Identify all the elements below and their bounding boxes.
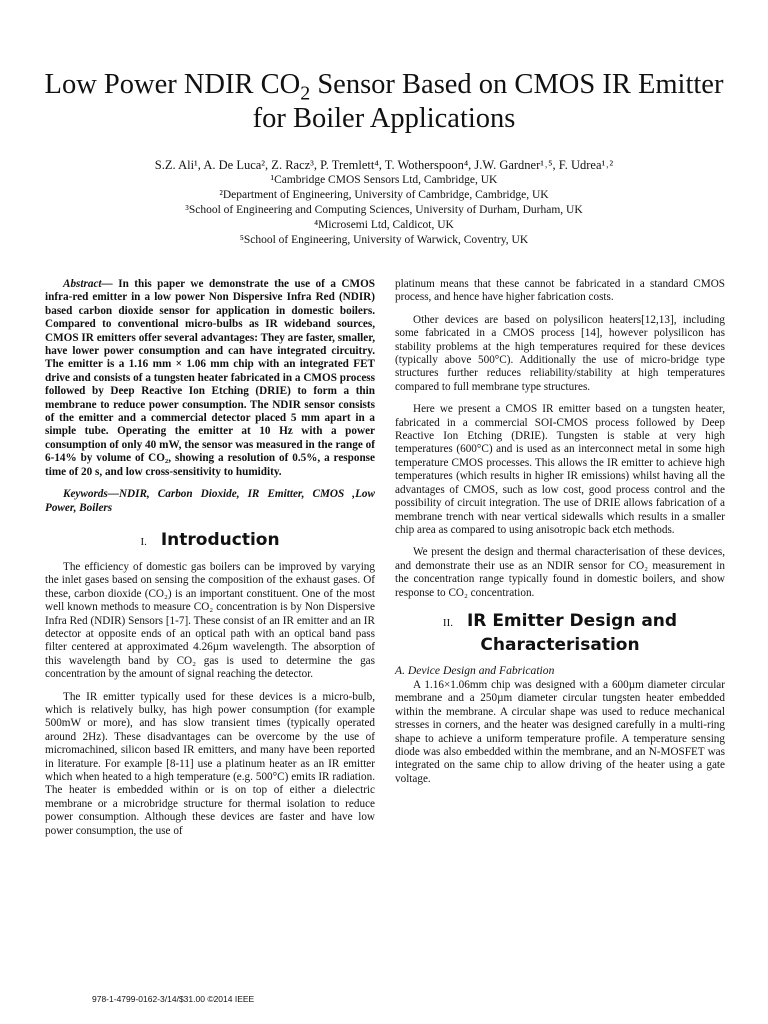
paragraph: We present the design and thermal characterisation of these devices, and demonstrate their use as an NDIR sensor for CO₂ measurement in the concentration range typically found in domestic boilers, and show response to CO₂ concentration. — [395, 546, 725, 599]
subsection-heading: A. Device Design and Fabrication — [395, 663, 555, 677]
abstract: Abstract— In this paper we demonstrate the use of a CMOS infra-red emitter in a low power Non Dispersive Infra Red (NDIR) based carbon dioxide sensor for application in domestic boilers. Compared to conventional micro-bulbs as IR wideband sources, CMOS IR emitters offer several advantages: They are faster, smaller, have lower power consumption and can have integrated circuitry. The emitter is a 1.16 mm × 1.06 mm chip with an integrated FET drive and consists of a tungsten heater fabricated in a CMOS process followed by Deep Reactive Ion Etching (DRIE) to form a thin membrane to reduce power consumption. The NDIR sensor consists of the emitter and a commercial detector placed 5 mm apart in a simple tube. Operating the emitter at 10 Hz with a power consumption of only 40 mW, the sensor was measured in the range of 6-14% by volume of CO₂, showing a resolution of 0.5%, a response time of 20 s, and low cross-sensitivity to humidity. — [45, 278, 375, 478]
affiliation: ⁴Microsemi Ltd, Caldicot, UK — [314, 219, 454, 231]
paper-title: Low Power NDIR $CO_2$ Sensor Based on CMOS IR Emitter for Boiler Applications — [44, 69, 724, 134]
keywords: Keywords—NDIR, Carbon Dioxide, IR Emitter, CMOS ,Low Power, Boilers — [45, 488, 375, 514]
author-list: S.Z. Ali¹, A. De Luca², Z. Racz³, P. Tremlett⁴, T. Wotherspoon⁴, J.W. Gardner¹˒⁵, F. Udrea¹˒² — [154, 158, 614, 172]
author-block — [40, 158, 728, 248]
affiliation: ²Department of Engineering, University of Cambridge, Cambridge, UK — [219, 189, 549, 201]
paragraph: Other devices are based on polysilicon heaters[12,13], including some fabricated in a CMOS process [14], however polysilicon has stability problems at the high temperatures required for these devices (typically above 500°C). Additionally the use of micro-bridge type structures further reduces reliability/stability at high temperatures compared to full membrane type structures. — [395, 313, 725, 393]
paragraph: A 1.16×1.06mm chip was designed with a 600µm diameter circular membrane and a 250µm diameter circular tungsten heater embedded within the membrane. A circular shape was used to reduce mechanical stresses in corners, and the heater was designed carefully in a multi-ring shape to achieve a uniform temperature profile. A temperature sensing diode was also embedded within the membrane, and an N-MOSFET was integrated on the same chip to allow driving of the heater using a gate voltage. — [395, 678, 725, 785]
section-heading-introduction: I. Introduction — [140, 529, 280, 550]
right-column — [395, 278, 725, 795]
paragraph: platinum means that these cannot be fabricated in a standard CMOS process, and hence have higher fabrication costs. — [395, 278, 725, 304]
paragraph: The efficiency of domestic gas boilers can be improved by varying the inlet gases based on sensing the composition of the exhaust gases. Of these, carbon dioxide (CO₂) is an important constituent. One of the most well known methods to measure CO₂ concentration is by Non Dispersive Infra Red (NDIR) Sensors [1-7]. These consist of an IR emitter and an IR detector at opposite ends of an optical path with an optical band pass filter centered at approximated 4.26µm wavelength. The absorption of this wavelength band by CO₂ gas is used to determine the gas concentration by the amount of signal reaching the detector. — [45, 560, 375, 681]
affiliation: ¹Cambridge CMOS Sensors Ltd, Cambridge, UK — [270, 174, 498, 186]
copyright-footer: 978-1-4799-0162-3/14/$31.00 ©2014 IEEE — [92, 994, 255, 1004]
paragraph: The IR emitter typically used for these devices is a micro-bulb, which is relatively bulky, has high power consumption (for example 500mW or more), and has slow transient times (typically operated around 2Hz). These disadvantages can be overcome by the use of micromachined, silicon based IR emitters, and many have been reported in literature. For example [8-11] use a platinum heater as an IR emitter which when heated to a high temperature (e.g. 500°C) emits IR radiation. The heater is embedded within or is on top of either a dielectric membrane or a microbridge structure for thermal isolation to reduce power consumption. Although these devices are faster and have low power consumption, the use of — [45, 690, 375, 837]
left-column — [45, 278, 375, 847]
affiliation: ³School of Engineering and Computing Sciences, University of Durham, Durham, UK — [185, 204, 583, 216]
section-heading-ir-emitter: II. IR Emitter Design and Characterisation — [442, 610, 678, 655]
affiliation: ⁵School of Engineering, University of Warwick, Coventry, UK — [239, 234, 529, 246]
paragraph: Here we present a CMOS IR emitter based on a tungsten heater, fabricated in a commercial SOI-CMOS process followed by Deep Reactive Ion Etching (DRIE). Tungsten is stable at very high temperatures (600°C) and is used as an interconnect metal in some high temperature CMOS processes. This allows the IR emitter to achieve high temperatures (which results in higher IR emissions) whilst having all the advantages of CMOS, such as low cost, good process control and the possibility of circuit integration. The use of DRIE allows fabrication of a membrane trench with near vertical sidewalls which results in a smaller chip area as compared to using anisotropic back etch methods. — [395, 403, 725, 536]
